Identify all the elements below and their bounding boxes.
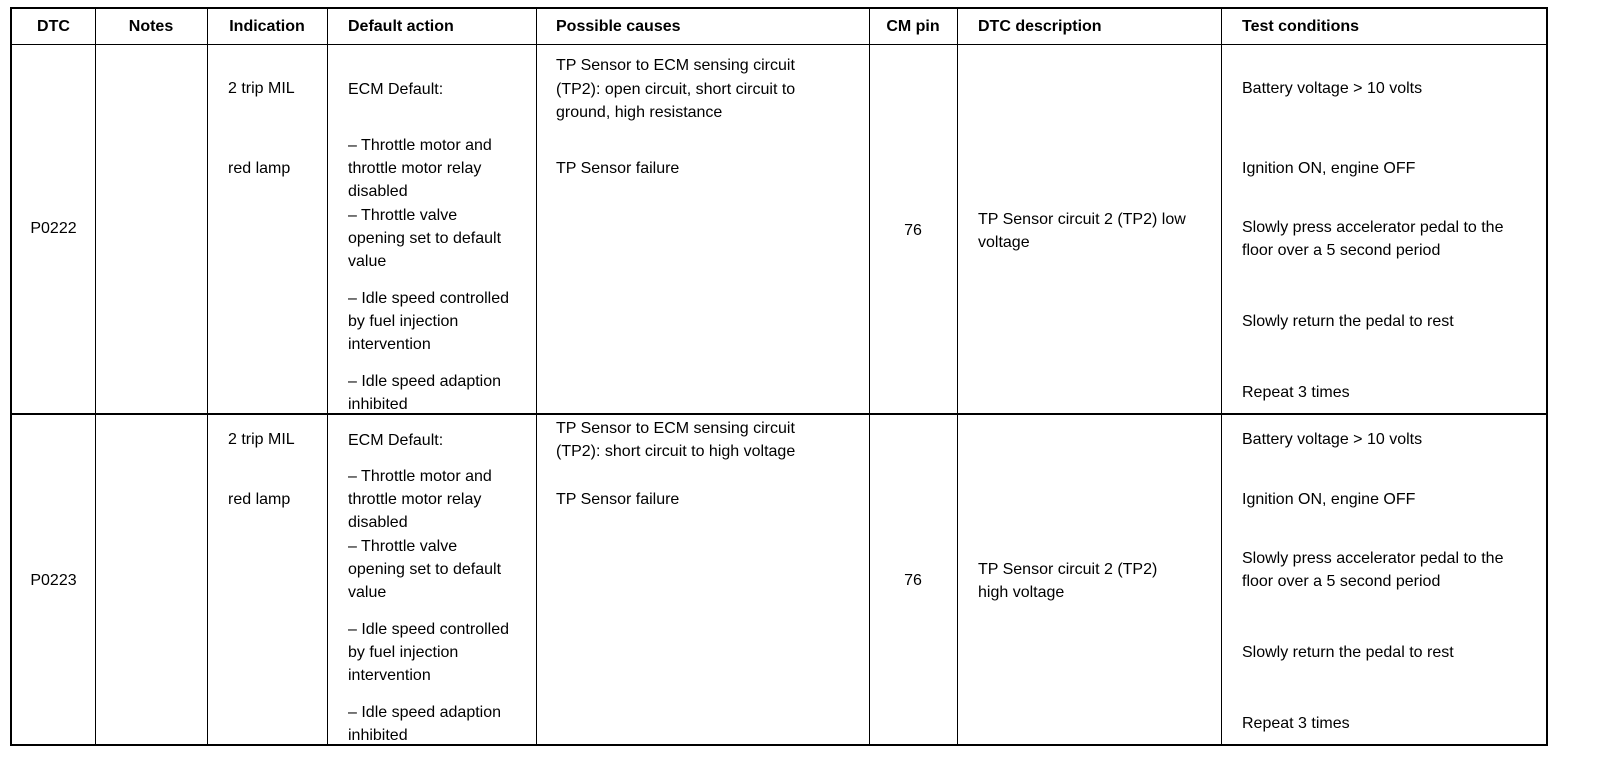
column-divider [869,9,870,744]
default-action-line: – Throttle motor and [348,137,492,154]
default-action-line: disabled [348,183,408,200]
default-action-line: by fuel injection [348,313,459,330]
default-action-line: – Idle speed controlled [348,290,509,307]
test-condition-line: floor over a 5 second period [1242,573,1441,590]
possible-cause-line: (TP2): short circuit to high voltage [556,443,796,460]
column-divider [1221,9,1222,744]
test-condition-line: Slowly return the pedal to rest [1242,644,1454,661]
header-indication: Indication [229,18,305,35]
header-dtc: DTC [37,18,70,35]
default-action-line: opening set to default [348,230,502,247]
cm-pin-value: 76 [904,222,922,239]
dtc-description-line: TP Sensor circuit 2 (TP2) low [978,211,1186,228]
row-divider [12,413,1546,415]
possible-cause-line: (TP2): open circuit, short circuit to [556,81,796,98]
default-action-line: – Throttle motor and [348,468,492,485]
column-divider [536,9,537,744]
header-dtc-description: DTC description [978,18,1102,35]
default-action-line: value [348,584,387,601]
default-action-line: throttle motor relay [348,491,482,508]
test-condition-line: Slowly return the pedal to rest [1242,313,1454,330]
default-action-line: opening set to default [348,561,502,578]
header-default-action: Default action [348,18,454,35]
possible-cause-line: TP Sensor to ECM sensing circuit [556,420,795,437]
indication-line: 2 trip MIL [228,80,295,97]
possible-cause-line: ground, high resistance [556,104,723,121]
possible-cause-line: TP Sensor failure [556,160,680,177]
default-action-intro: ECM Default: [348,432,444,449]
column-divider [327,9,328,744]
header-test-conditions: Test conditions [1242,18,1360,35]
test-condition-line: Battery voltage > 10 volts [1242,431,1423,448]
cm-pin-value: 76 [904,572,922,589]
test-condition-line: Repeat 3 times [1242,715,1350,732]
header-possible-causes: Possible causes [556,18,681,35]
default-action-line: – Idle speed controlled [348,621,509,638]
default-action-line: throttle motor relay [348,160,482,177]
possible-cause-line: TP Sensor to ECM sensing circuit [556,57,795,74]
default-action-line: intervention [348,667,431,684]
header-notes: Notes [128,18,174,35]
header-cm-pin: CM pin [886,18,940,35]
default-action-line: – Throttle valve [348,207,458,224]
possible-cause-line: TP Sensor failure [556,491,680,508]
dtc-description-line: TP Sensor circuit 2 (TP2) [978,561,1158,578]
test-condition-line: Battery voltage > 10 volts [1242,80,1423,97]
default-action-line: value [348,253,387,270]
default-action-line: disabled [348,514,408,531]
column-divider [957,9,958,744]
default-action-line: – Idle speed adaption [348,704,502,721]
header-divider [12,44,1546,45]
default-action-line: intervention [348,336,431,353]
test-condition-line: Ignition ON, engine OFF [1242,160,1416,177]
dtc-description-line: voltage [978,234,1030,251]
default-action-line: – Throttle valve [348,538,458,555]
test-condition-line: Slowly press accelerator pedal to the [1242,219,1504,236]
dtc-table [10,7,1548,746]
dtc-description-line: high voltage [978,584,1065,601]
test-condition-line: Ignition ON, engine OFF [1242,491,1416,508]
test-condition-line: Repeat 3 times [1242,384,1350,401]
column-divider [207,9,208,744]
indication-line: red lamp [228,491,291,508]
dtc-code: P0223 [30,572,77,589]
indication-line: 2 trip MIL [228,431,295,448]
indication-line: red lamp [228,160,291,177]
test-condition-line: Slowly press accelerator pedal to the [1242,550,1504,567]
test-condition-line: floor over a 5 second period [1242,242,1441,259]
default-action-line: inhibited [348,727,408,744]
default-action-line: – Idle speed adaption [348,373,502,390]
default-action-intro: ECM Default: [348,81,444,98]
default-action-line: inhibited [348,396,408,413]
dtc-code: P0222 [30,220,77,237]
column-divider [95,9,96,744]
default-action-line: by fuel injection [348,644,459,661]
